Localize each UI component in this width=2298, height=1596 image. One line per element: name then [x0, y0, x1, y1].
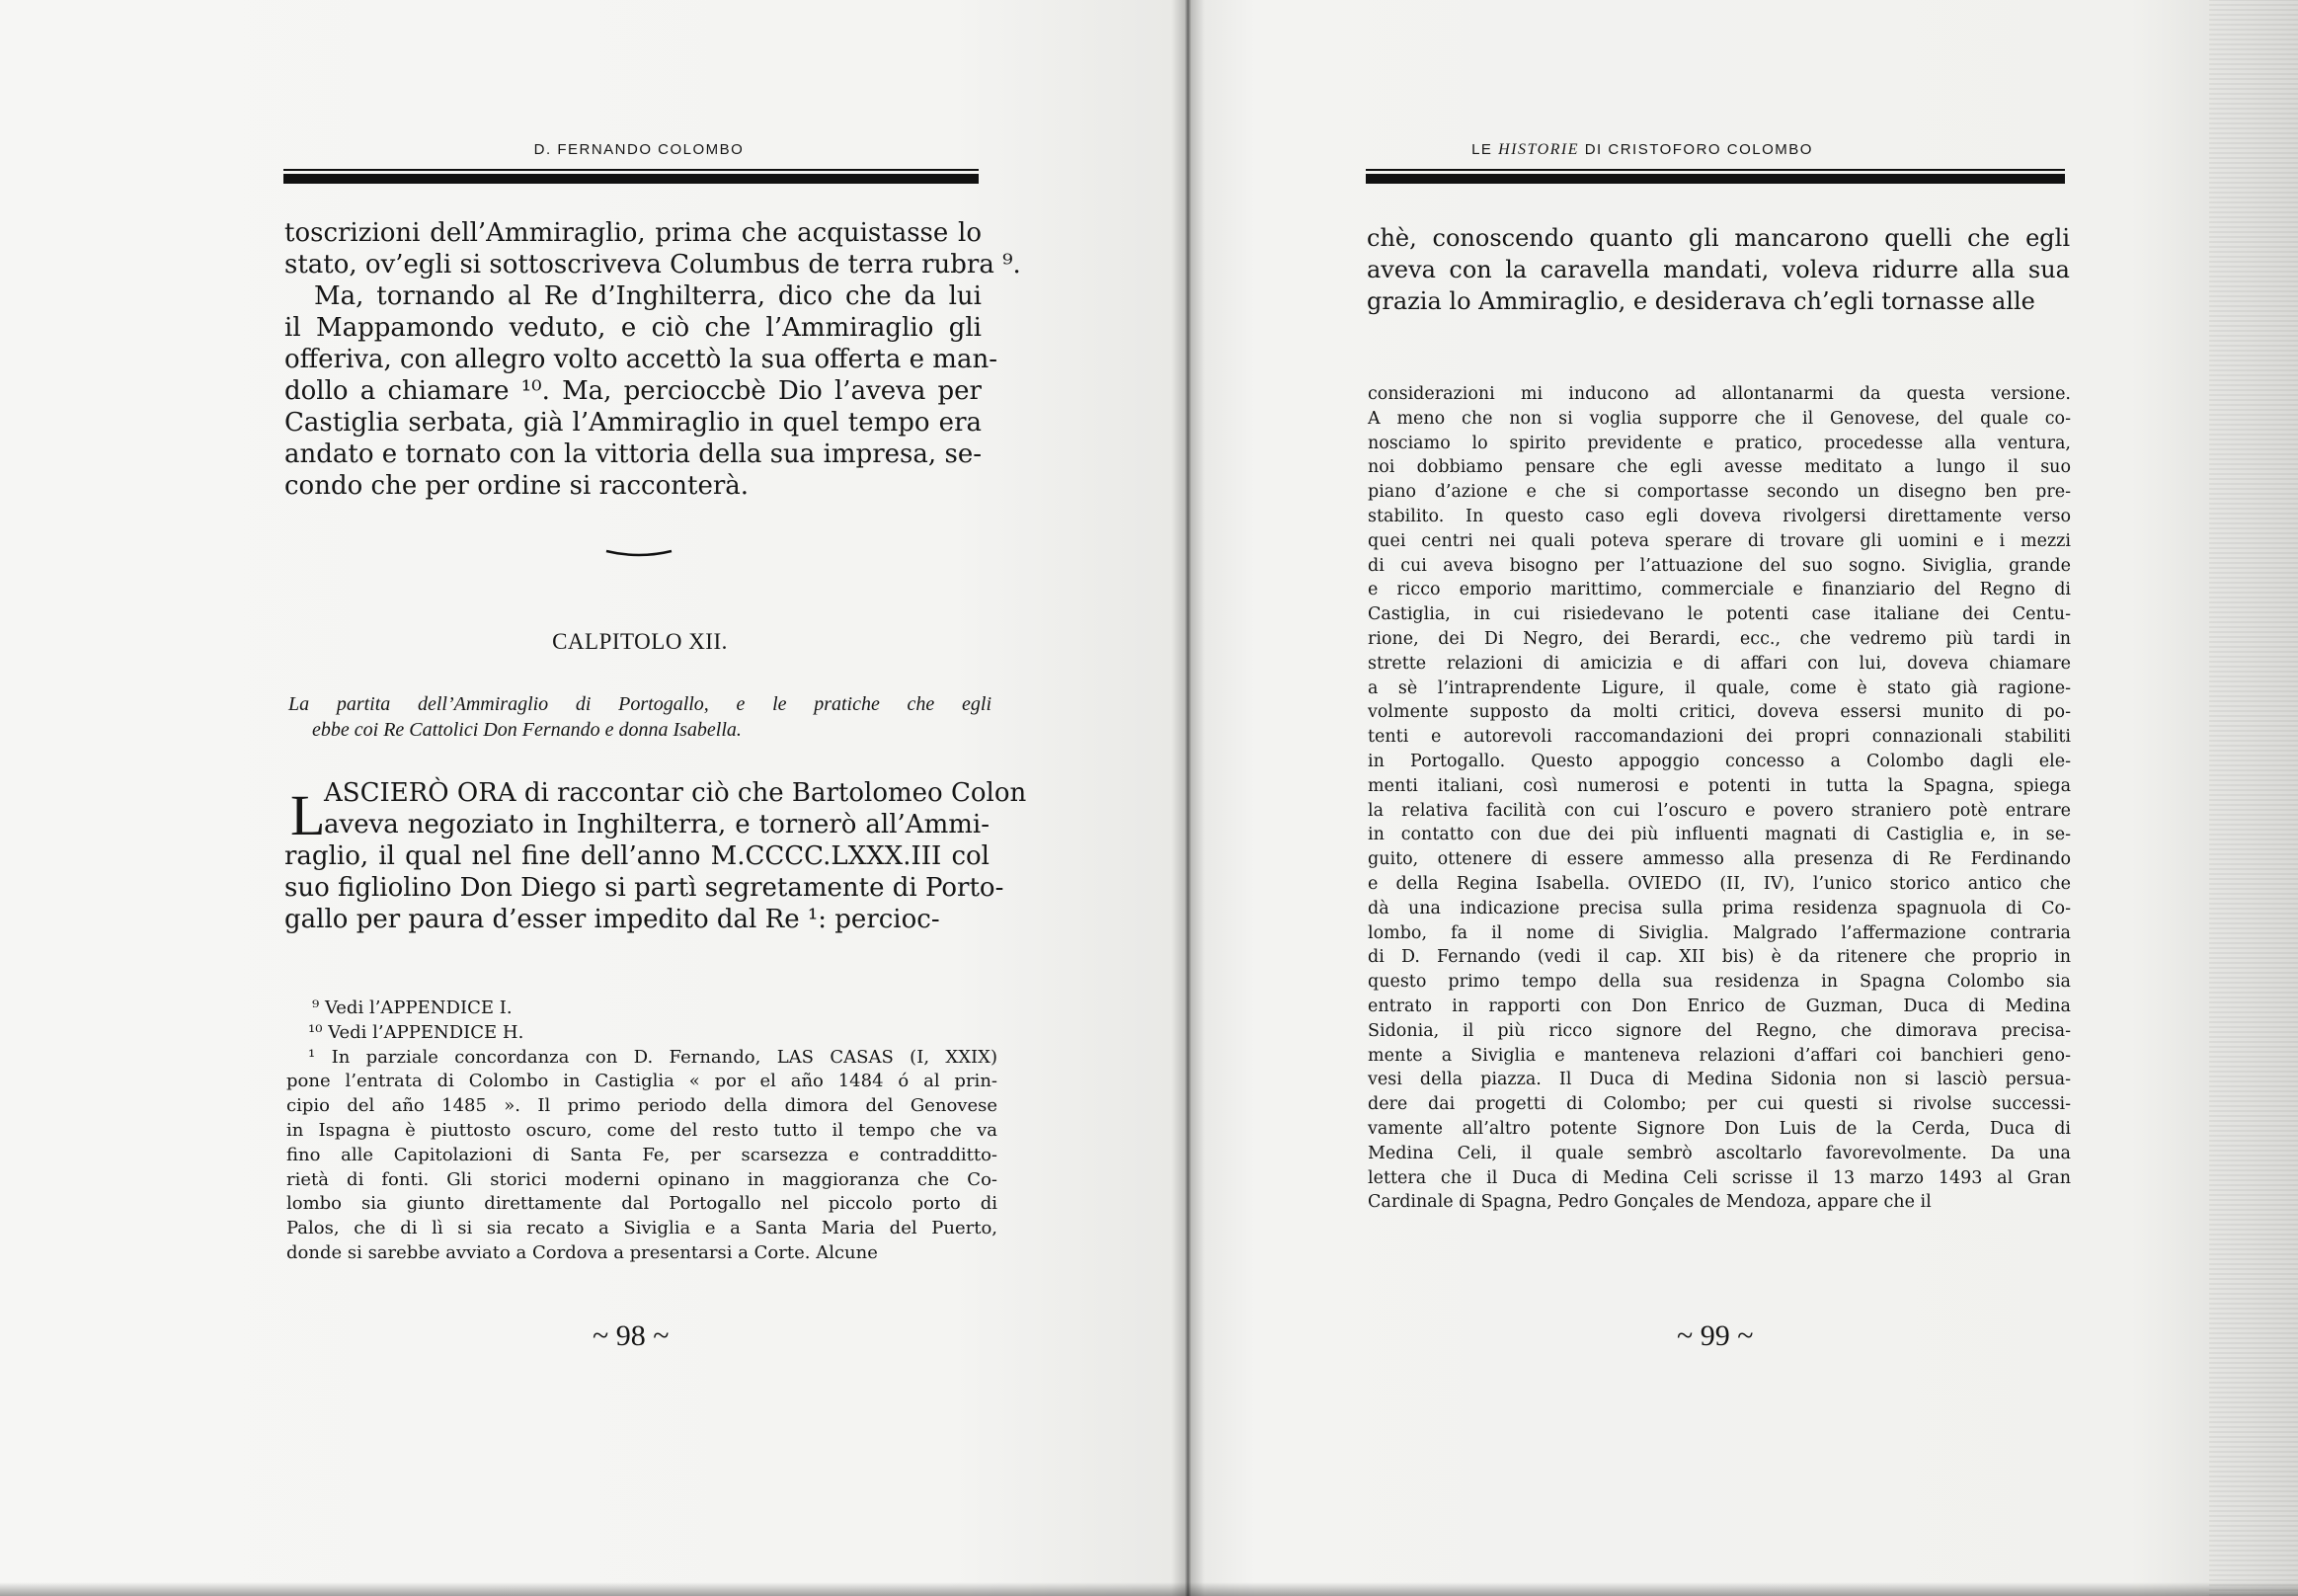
right-footnote-line: tenti e autorevoli raccomandazioni dei propri connazionali stabiliti: [1368, 727, 2071, 748]
right-footnote-line: di cui aveva bisogno per l’attuazione del suo sogno. Siviglia, grande: [1368, 555, 2071, 576]
right-footnote-line: guito, ottenere di essere ammesso alla presenza di Re Ferdinando: [1368, 849, 2071, 870]
right-running-head: [1366, 141, 1919, 159]
right-footnote-line: menti italiani, così numerosi e potenti in tutta la Spagna, spiega: [1368, 775, 2071, 796]
right-footnote-line: vesi della piazza. Il Duca di Medina Sidonia non si lasciò persua-: [1368, 1070, 2071, 1090]
left-footnote-line: lombo sia giunto direttamente dal Portogallo nel piccolo porto di: [286, 1193, 997, 1215]
right-footnote-line: piano d’azione e che si comportasse secondo un disegno ben pre-: [1368, 482, 2071, 503]
chapter-body-text: [284, 777, 1027, 935]
chapter-summary: [288, 691, 991, 743]
right-footnote-line: volmente supposto da molti critici, doveva essersi munito di po-: [1368, 702, 2071, 723]
chapter-title: CALPITOLO XII.: [552, 629, 728, 654]
left-running-head: D. FERNANDO COLOMBO: [533, 141, 745, 158]
chapter-body-line: ASCIERÒ ORA di raccontar ciò che Bartolomeo Colon: [324, 778, 1027, 808]
left-footnote-line: Palos, che di lì si sia recato a Siviglia e a Santa Maria del Puerto,: [286, 1218, 997, 1239]
right-footnote-line: lombo, fa il nome di Siviglia. Malgrado l’affermazione contraria: [1368, 922, 2071, 943]
left-body-line: il Mappamondo veduto, e ciò che l’Ammiraglio gli: [284, 313, 982, 343]
right-footnote-line: in contatto con due dei più influenti magnati di Castiglia e, in se-: [1368, 825, 2071, 845]
right-footnote-line: stabilito. In questo caso egli doveva rivolgersi direttamente verso: [1368, 506, 2071, 526]
right-body-text: [1367, 222, 2070, 317]
chapter-body-line: aveva negoziato in Inghilterra, e tornerò all’Ammi-: [324, 810, 990, 839]
right-footnote-line: mente a Siviglia e manteneva relazioni d’affari coi banchieri geno-: [1368, 1045, 2071, 1066]
right-page-number: ~ 99 ~: [1677, 1319, 1754, 1352]
right-footnote-line: strette relazioni di amicizia e di affari con lui, doveva chiamare: [1368, 653, 2071, 674]
right-footnote-line: Medina Celi, il quale sembrò ascoltarlo favorevolmente. Da una: [1368, 1143, 2071, 1163]
left-body-line: toscrizioni dell’Ammiraglio, prima che acquistasse lo: [284, 218, 982, 248]
left-footnote-line: cipio del año 1485 ». Il primo periodo della dimora del Genovese: [286, 1095, 997, 1117]
left-body-line: andato e tornato con la vittoria della sua impresa, se-: [284, 439, 982, 469]
right-footnote-line: quei centri nei quali poteva sperare di trovare gli uomini e i mezzi: [1368, 530, 2071, 551]
right-footnote-line: in Portogallo. Questo appoggio concesso a Colombo dagli ele-: [1368, 751, 2071, 771]
right-footnote-line: noi dobbiamo pensare che egli avesse meditato a lungo il suo: [1368, 457, 2071, 478]
right-body-line: aveva con la caravella mandati, voleva ridurre alla sua: [1367, 256, 2070, 283]
right-footnote-line: Sidonia, il più ricco signore del Regno, che dimorava precisa-: [1368, 1020, 2071, 1041]
right-footnote-line: lettera che il Duca di Medina Celi scrisse il 13 marzo 1493 al Gran: [1368, 1167, 2071, 1188]
right-footnote-line: dere dai progetti di Colombo; per cui questi si rivolse successi-: [1368, 1094, 2071, 1115]
right-footnote-line: nosciamo lo spirito previdente e pratico, procedesse alla ventura,: [1368, 433, 2071, 453]
right-footnote-line: Castiglia, in cui risiedevano le potenti case italiane dei Centu-: [1368, 604, 2071, 625]
right-footnote-line: di D. Fernando (vedi il cap. XII bis) è da ritenere che proprio in: [1368, 947, 2071, 968]
left-footnote-line: ¹ In parziale concordanza con D. Fernando, LAS CASAS (I, XXIX): [308, 1046, 997, 1068]
left-body-line: condo che per ordine si racconterà.: [284, 471, 750, 501]
right-footnote-line: e della Regina Isabella. OVIEDO (II, IV), l’unico storico antico che: [1368, 873, 2071, 894]
right-footnotes: [1368, 382, 2071, 1215]
left-footnote-line: rietà di fonti. Gli storici moderni opinano in maggioranza che Co-: [286, 1168, 997, 1190]
right-footnote-line: A meno che non si voglia supporre che il Genovese, del quale co-: [1368, 408, 2071, 429]
book-gutter: [1171, 0, 1205, 1596]
left-footnote-line: ¹⁰ Vedi l’APPENDICE H.: [308, 1021, 524, 1043]
right-body-line: grazia lo Ammiraglio, e desiderava ch’egli tornasse alle: [1367, 287, 2035, 315]
left-body-line: offeriva, con allegro volto accettò la sua offerta e man-: [284, 345, 997, 374]
left-body-line: dollo a chiamare ¹⁰. Ma, percioccbè Dio l’aveva per: [284, 376, 982, 406]
bottom-edge-shadow: [0, 1582, 2298, 1596]
left-body-line: Ma, tornando al Re d’Inghilterra, dico che da lui: [314, 281, 982, 311]
page-edge-texture: [2209, 0, 2298, 1596]
right-header-rule: [1366, 174, 2065, 184]
left-body-text: [284, 217, 1021, 502]
right-page: [1188, 0, 2298, 1596]
left-footnote-line: fino alle Capitolazioni di Santa Fe, per scarsezza e contradditto-: [286, 1144, 997, 1165]
right-running-head-italic: HISTORIE: [1498, 141, 1580, 158]
right-footnote-line: vamente all’altro potente Signore Don Luis de la Cerda, Duca di: [1368, 1118, 2071, 1139]
left-header-rule: [283, 174, 979, 184]
drop-cap: L: [290, 783, 326, 847]
left-footnote-line: donde si sarebbe avviato a Cordova a presentarsi a Corte. Alcune: [286, 1241, 878, 1263]
right-footnote-line: entrato in rapporti con Don Enrico de Guzman, Duca di Medina: [1368, 996, 2071, 1016]
right-footnote-line: questo primo tempo della sua residenza in Spagna Colombo sia: [1368, 972, 2071, 993]
left-footnote-line: in Ispagna è piuttosto oscuro, come del resto tutto il tempo che va: [286, 1119, 997, 1141]
left-body-line: stato, ov’egli si sottoscriveva Columbus de terra rubra ⁹.: [284, 250, 1021, 279]
right-footnote-line: a sè l’intraprendente Ligure, il quale, come è stato già ragione-: [1368, 678, 2071, 698]
left-body-line: Castiglia serbata, già l’Ammiraglio in quel tempo era: [284, 408, 982, 438]
right-footnote-line: considerazioni mi inducono ad allontanarmi da questa versione.: [1368, 384, 2071, 404]
left-page-number: ~ 98 ~: [593, 1319, 670, 1352]
left-footnote-line: pone l’entrata di Colombo in Castiglia « por el año 1484 ó al prin-: [286, 1071, 997, 1092]
chapter-body-line: suo figliolino Don Diego si partì segretamente di Porto-: [284, 873, 1004, 903]
chapter-body-line: raglio, il qual nel fine dell’anno M.CCCC.LXXX.III col: [284, 841, 990, 871]
right-footnote-line: e ricco emporio marittimo, commerciale e finanziario del Regno di: [1368, 580, 2071, 600]
right-body-line: chè, conoscendo quanto gli mancarono quelli che egli: [1367, 224, 2070, 252]
right-footnote-line: rione, dei Di Negro, dei Berardi, ecc., che vedremo più tardi in: [1368, 628, 2071, 649]
right-footnote-line: Cardinale di Spagna, Pedro Gonçales de Mendoza, appare che il: [1368, 1192, 1932, 1213]
right-running-head-prefix: LE: [1471, 141, 1493, 158]
right-footnote-line: la relativa facilità con cui l’oscuro e povero straniero potè entrare: [1368, 800, 2071, 821]
section-ornament: [604, 547, 674, 557]
left-footnotes: [286, 997, 997, 1266]
chapter-body-line: gallo per paura d’esser impedito dal Re ¹: percioc-: [284, 905, 940, 934]
chapter-summary-line: ebbe coi Re Cattolici Don Fernando e donna Isabella.: [312, 719, 742, 741]
chapter-summary-line: La partita dell’Ammiraglio di Portogallo, e le pratiche che egli: [288, 693, 991, 715]
right-running-head-suffix: DI CRISTOFORO COLOMBO: [1584, 141, 1813, 158]
left-footnote-line: ⁹ Vedi l’APPENDICE I.: [312, 998, 513, 1018]
right-footnote-line: dà una indicazione precisa sulla prima residenza spagnuola di Co-: [1368, 898, 2071, 918]
